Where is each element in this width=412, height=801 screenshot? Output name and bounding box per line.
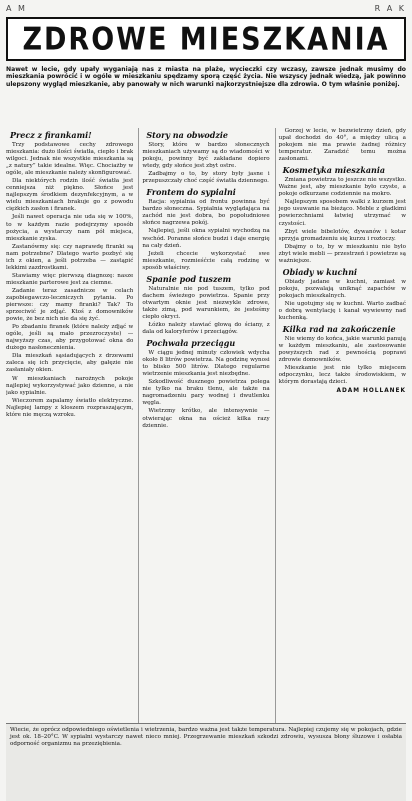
title-box [6,17,406,61]
author-byline: ADAM HOLLANEK [336,388,406,395]
subhead-kosmetyka: Kosmetyka mieszkania [282,165,386,176]
paragraph: Nie ugotujmy się w kuchni. Warto zadbać o dobrą wentylację i kanał wywiewny nad kuchenką. [278,300,406,322]
paragraph: Obiady jadane w kuchni, zamiast w pokoju, pozwalają uniknąć zapachów w pokojach mieszkalnych. [278,278,406,299]
paragraph: Mieszkanie jest nie tylko miejscem odpoczynku, lecz także środowiskiem, w którym dorastają dzieci. [278,365,406,386]
masthead-right: R A K [374,3,406,13]
paragraph: W ciągu jednej minuty człowiek wdycha około 8 litrów powietrza. Na godzinę wynosi to blisko 500 litrów. Dlatego regularne wietrzenie mieszkania jest niezbędne. [142,350,270,378]
article-title: ZDROWE MIESZKANIA [22,21,390,57]
paragraph: Naturalnie nie pod tuszem, tylko pod dachem świeżego powietrza. Spanie przy otwartym oknie jest niezwykle zdrowe, także zimą, pod warunkiem, że jesteśmy ciepło okryci. [142,285,270,320]
subhead-obiady: Obiady w kuchni [282,266,358,277]
masthead-left: A M [6,3,27,13]
column-1 [6,128,133,788]
paragraph: Szkodliwość dusznego powietrza polega nie tylko na braku tlenu, ale także na nagromadzeniu pary wodnej i dwutlenku węgla. [142,379,270,407]
paragraph: Story, które w bardzo słonecznych mieszkaniach używamy są do wiadomości w pokoju, powinny być zakładane dopiero wtedy, gdy słońce jest zbyt ostre. [142,142,270,170]
column-3 [275,128,406,788]
subhead-story: Story na obwodzie [146,130,228,140]
paragraph: Dla mieszkań sąsiadujących z drzewami zaleca się ich przycięcie, aby gałęzie nie zasłaniały okien. [6,353,134,374]
paragraph: Zadanie teraz zasadnicze w celach zapobiegawczo-leczniczych pytania. Po pierwsze: czy mamy firanki? Tak? To sprzeciwić je zdjąć. Ktoś z domowników powie, że bez nich nie da się żyć. [6,287,134,323]
footer-text: Wiecie, że oprócz odpowiedniego oświetlenia i wietrzenia, bardzo ważna jest także temperatura. Najlepiej czujemy się w pokojach, gdzie jest ok. 18–20°C. W sypialni wystarczy nawet nieco mniej. Przegrzewanie mieszkań szkodzi zdrowiu, wysusza błony śluzowe i osłabia odporność organizmu na przeziębienia. [6,723,406,801]
paragraph: Gorzej w lecie, w bezwietrzny dzień, gdy upał dochodzi do 40°, a między ulicą a pokojem nie ma prawie żadnej różnicy temperatur. Zaradzić temu można zasłonami. [278,128,406,163]
paragraph: Dla niektórych rodzin ilość światła jest cenniejsza niż piękno. Słońce jest najlepszym środkiem dezynfekcyjnym, a w wielu mieszkaniach brakuje go z powodu ciężkich zasłon i firanek. [6,178,134,213]
article-lead: Nawet w lecie, gdy upały wyganiają nas z miasta na plaże, wycieczki czy wczasy, zawsze jednak musimy do mieszkania powrócić i w ogóle w mieszkaniu spędzamy sporą część życia. Nie wszyscy jednak wiedzą, jak powinno ulepszony wygląd mieszkanie, aby panowały w nich warunki najkorzystniejsze dla zdrowia. O tym właśnie poniżej. [6,66,406,88]
subhead-przeciag: Pochwała przeciągu [146,338,236,349]
subhead-sypialnia: Frontem do sypialni [146,187,236,198]
paragraph: W mieszkaniach narożnych pokoje najlepiej wykorzystywać jako dzienne, a nie jako sypialnie. [6,375,134,396]
masthead [6,1,406,15]
paragraph: Zbyt wiele bibelotów, dywanów i kotar sprzyja gromadzeniu się kurzu i roztoczy. [278,228,406,242]
paragraph: Dbajmy o to, by w mieszkaniu nie było zbyt wiele mebli — przestrzeń i powietrze są ważniejsze. [278,243,406,264]
column-2 [138,128,269,788]
paragraph: Najlepiej, jeśli okna sypialni wychodzą na wschód. Poranne słońce budzi i daje energię na cały dzień. [142,228,270,249]
paragraph: Stawiamy więc pierwszą diagnozę: nasze mieszkanie parterowe jest za ciemne. [6,272,134,286]
paragraph: Zmiana powietrza to jeszcze nie wszystko. Ważne jest, aby mieszkanie było czyste, a pokoje odkurzane codziennie na mokro. [278,177,406,198]
subhead-rady: Kilka rad na zakończenie [282,324,396,335]
article-columns [6,128,406,788]
paragraph: Zastanówmy się: czy naprawdę firanki są nam potrzebne? Dlatego warto pozbyć się ich z okien, a jeśli potrzeba — zastąpić lekkimi zazdrostkami. [6,243,134,271]
paragraph: Najlepszym sposobem walki z kurzem jest jego usuwanie na bieżąco. Meble z gładkimi powierzchniami łatwiej utrzymać w czystości. [278,199,406,227]
paragraph: Wietrzmy krótko, ale intensywnie — otwierając okna na oścież kilka razy dziennie. [142,408,270,429]
paragraph: Jeśli nawet operacja nie uda się w 100%, to w każdym razie podejrzymy sposób pożycia, a wystarczy nam pół miejsca, mieszkanie zyska. [6,214,134,242]
paragraph: Jeżeli chcecie wykorzystać swe mieszkanie, rozmieśćcie całą rodzinę w sposób właściwy. [142,250,270,271]
paragraph: Zadbajmy o to, by story były jasne i przepuszczały choć część światła dziennego. [142,171,270,185]
paragraph: Racja: sypialnia od frontu powinna być bardzo słoneczna. Sypialnia wyglądająca na zachód nie jest dobra, bo popołudniowe słońce nagrzewa pokój. [142,199,270,227]
subhead-spanie: Spanie pod tuszem [146,273,232,284]
subhead-firanki: Precz z firankami! [10,130,92,140]
paragraph: Po zbadaniu firanek (które należy zdjąć w ogóle, jeśli są mało przezroczyste) — najwyższy czas, aby przygotować okna do dużego nasłonecznienia. [6,324,134,352]
paragraph: Nie wiemy do końca, jakie warunki panują w każdym mieszkaniu, ale zastosowanie powyższych rad z pewnością poprawi zdrowie domowników. [278,336,406,364]
paragraph: Wieczorem zapalamy światło elektryczne. Najlepiej lampy z kloszem rozpraszającym, które nie męczą wzroku. [6,397,134,418]
paragraph: Trzy podstawowe cechy zdrowego mieszkania: dużo ilości światła, ciepło i brak wilgoci. Jednak nie wszystkie mieszkania są „z natury” takie idealne. Więc. Chociażby w ogóle, ale mieszkanie należy skonfigurować. [6,142,134,177]
article-page [0,1,412,801]
paragraph: Łóżko należy stawiać głową do ściany, z dala od kaloryferów i przeciągów. [142,321,270,336]
